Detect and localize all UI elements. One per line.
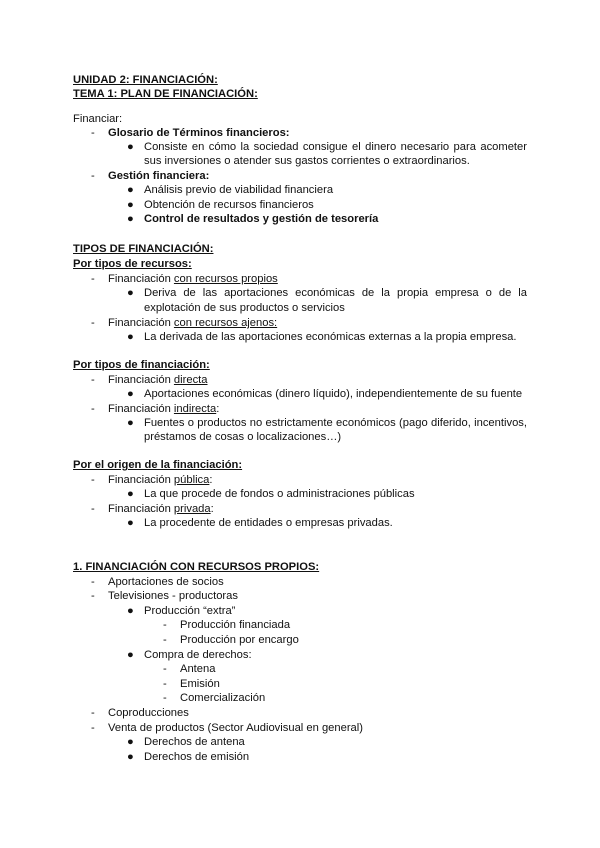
recursos-ajenos-text: La derivada de las aportaciones económicas externas a la propia empresa.	[144, 331, 517, 343]
directa-link: directa	[173, 374, 208, 386]
tipos-title: TIPOS DE FINANCIACIÓN:	[73, 243, 214, 255]
indirecta-suffix: :	[216, 403, 220, 415]
dash-marker: -	[91, 576, 95, 588]
dash-marker: -	[91, 273, 95, 285]
glosario-text-line2: sus inversiones o atender sus gastos corrientes o extraordinarios.	[144, 155, 470, 167]
coproducciones-item: Coproducciones	[108, 707, 189, 719]
bullet-marker: ●	[127, 199, 134, 211]
gestion-item: Control de resultados y gestión de tesorería	[144, 213, 379, 225]
dash-marker: -	[91, 374, 95, 386]
privada-text: La procedente de entidades o empresas privadas.	[144, 517, 393, 529]
recursos-propios-link: con recursos propios	[173, 273, 278, 285]
aportaciones-item: Aportaciones de socios	[108, 576, 224, 588]
bullet-marker: ●	[127, 388, 134, 400]
dash-marker: -	[91, 317, 95, 329]
privada-prefix: Financiación	[108, 503, 174, 515]
recursos-propios-prefix: Financiación	[108, 273, 174, 285]
publica-prefix: Financiación	[108, 474, 174, 486]
indirecta-text-line2: préstamos de cosas o localizaciones…)	[144, 431, 342, 443]
dash-marker: -	[163, 663, 167, 675]
bullet-marker: ●	[127, 605, 134, 617]
unit-title: UNIDAD 2: FINANCIACIÓN:	[73, 74, 218, 86]
glosario-title: Glosario de Términos financieros:	[108, 127, 290, 139]
bullet-marker: ●	[127, 141, 134, 153]
dash-marker: -	[163, 678, 167, 690]
bullet-marker: ●	[127, 488, 134, 500]
publica-suffix: :	[209, 474, 213, 486]
produccion-financiada-item: Producción financiada	[180, 619, 291, 631]
produccion-extra-item: Producción “extra”	[144, 605, 236, 617]
financiacion-directa-line	[108, 373, 208, 387]
bullet-marker: ●	[127, 213, 134, 225]
bullet-marker: ●	[127, 331, 134, 343]
bullet-marker: ●	[127, 517, 134, 529]
gestion-title: Gestión financiera:	[108, 170, 210, 182]
recursos-propios-line	[108, 272, 278, 286]
indirecta-link: indirecta	[173, 403, 217, 415]
por-tipos-financiacion-title: Por tipos de financiación:	[73, 359, 210, 371]
bullet-marker: ●	[127, 751, 134, 763]
gestion-item: Análisis previo de viabilidad financiera	[144, 184, 334, 196]
privada-link: privada	[173, 503, 211, 515]
publica-link: pública	[173, 474, 210, 486]
indirecta-text-line1: Fuentes o productos no estrictamente económicos (pago diferido, incentivos,	[144, 417, 527, 429]
bullet-marker: ●	[127, 184, 134, 196]
indirecta-prefix: Financiación	[108, 403, 174, 415]
directa-prefix: Financiación	[108, 374, 174, 386]
recursos-propios-text-line1: Deriva de las aportaciones económicas de la propia empresa o de la	[144, 287, 527, 299]
venta-productos-item: Venta de productos (Sector Audiovisual en general)	[108, 722, 363, 734]
recursos-ajenos-prefix: Financiación	[108, 317, 174, 329]
bullet-marker: ●	[127, 287, 134, 299]
derechos-antena-item: Derechos de antena	[144, 736, 245, 748]
dash-marker: -	[91, 707, 95, 719]
recursos-ajenos-line	[108, 316, 277, 330]
financiacion-publica-line	[108, 473, 212, 487]
section1-title: 1. FINANCIACIÓN CON RECURSOS PROPIOS:	[73, 561, 320, 573]
dash-marker: -	[91, 170, 95, 182]
recursos-propios-text-line2: explotación de sus productos o servicios	[144, 302, 345, 314]
dash-marker: -	[91, 403, 95, 415]
financiacion-privada-line	[108, 502, 214, 516]
antena-item: Antena	[180, 663, 216, 675]
dash-marker: -	[91, 474, 95, 486]
dash-marker: -	[91, 503, 95, 515]
privada-suffix: :	[210, 503, 214, 515]
emision-item: Emisión	[180, 678, 220, 690]
derechos-emision-item: Derechos de emisión	[144, 751, 250, 763]
comercializacion-item: Comercialización	[180, 692, 266, 704]
glosario-text-line1: Consiste en cómo la sociedad consigue el dinero necesario para acometer	[144, 141, 527, 153]
gestion-item: Obtención de recursos financieros	[144, 199, 314, 211]
bullet-marker: ●	[127, 736, 134, 748]
dash-marker: -	[91, 127, 95, 139]
compra-derechos-item: Compra de derechos:	[144, 649, 252, 661]
produccion-encargo-item: Producción por encargo	[180, 634, 299, 646]
dash-marker: -	[163, 634, 167, 646]
televisiones-item: Televisiones - productoras	[108, 590, 238, 602]
dash-marker: -	[163, 692, 167, 704]
dash-marker: -	[91, 722, 95, 734]
bullet-marker: ●	[127, 417, 134, 429]
topic-title: TEMA 1: PLAN DE FINANCIACIÓN:	[73, 88, 258, 100]
financiar-label: Financiar:	[73, 113, 123, 125]
bullet-marker: ●	[127, 649, 134, 661]
dash-marker: -	[91, 590, 95, 602]
por-tipos-recursos-title: Por tipos de recursos:	[73, 258, 192, 270]
financiacion-indirecta-line	[108, 402, 219, 416]
recursos-ajenos-link: con recursos ajenos:	[173, 317, 278, 329]
origen-title: Por el origen de la financiación:	[73, 459, 243, 471]
directa-text: Aportaciones económicas (dinero líquido), independientemente de su fuente	[144, 388, 523, 400]
publica-text: La que procede de fondos o administraciones públicas	[144, 488, 415, 500]
dash-marker: -	[163, 619, 167, 631]
